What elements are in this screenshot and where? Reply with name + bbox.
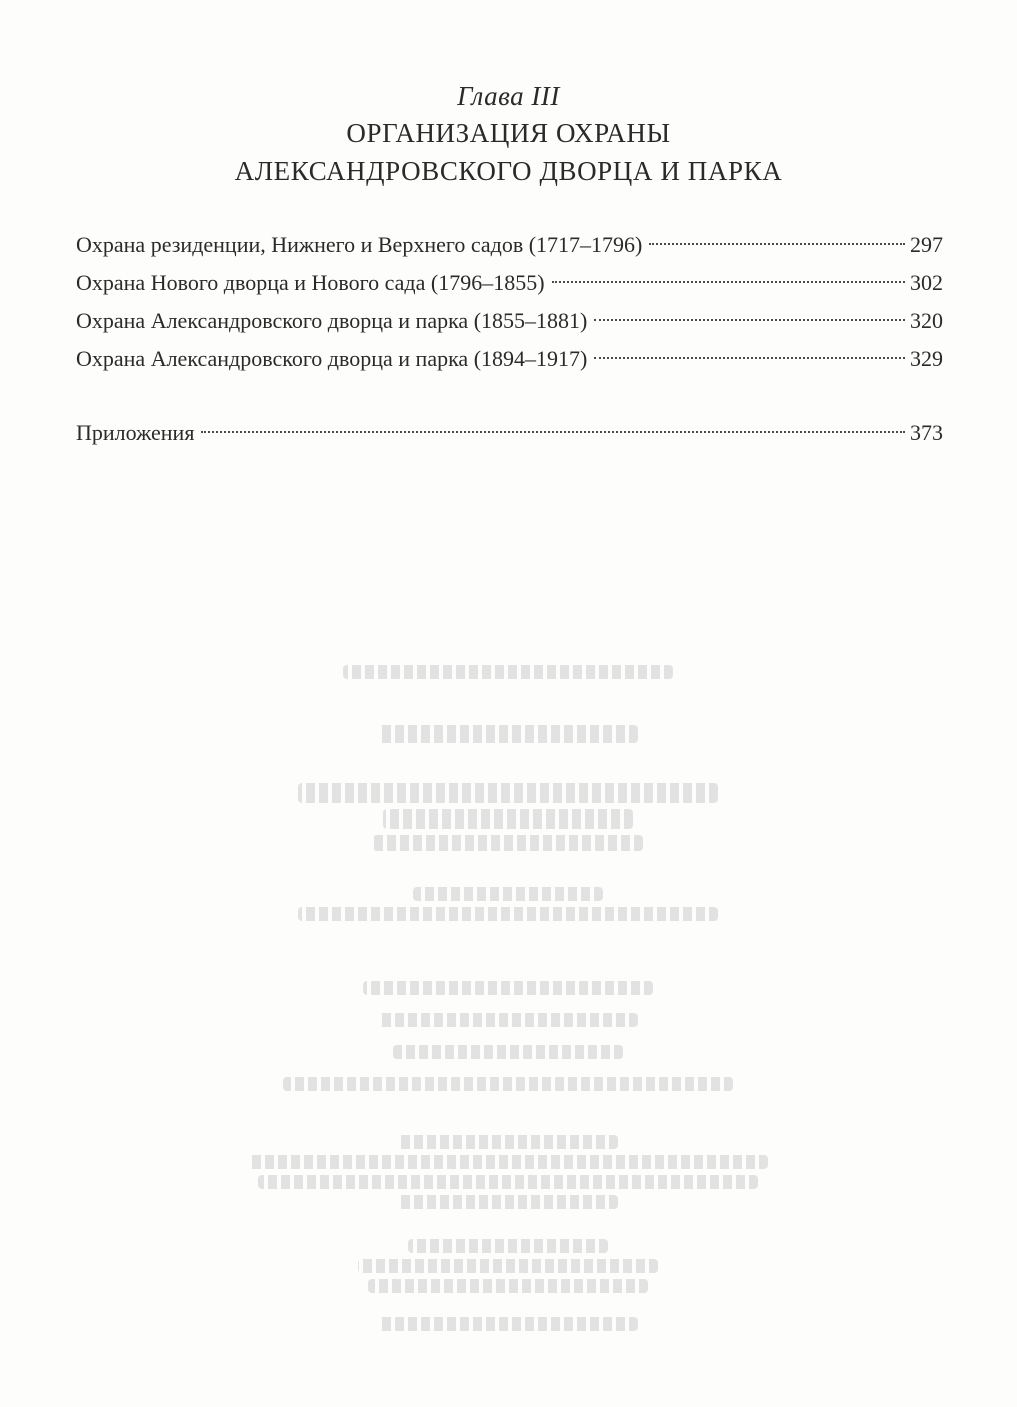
toc-leader-dots	[594, 319, 905, 321]
toc-entry[interactable]	[76, 340, 943, 378]
chapter-title-line-2: АЛЕКСАНДРОВСКОГО ДВОРЦА И ПАРКА	[234, 156, 783, 186]
toc-leader-dots	[649, 243, 905, 245]
toc-entry-title: Охрана Александровского дворца и парка (1855–1881)	[76, 308, 588, 333]
chapter-heading	[0, 78, 1017, 190]
chapter-title-line-1: ОРГАНИЗАЦИЯ ОХРАНЫ	[346, 118, 671, 148]
toc-entry[interactable]	[76, 264, 943, 302]
toc-leader-dots	[594, 357, 905, 359]
toc-entry-page: 297	[910, 232, 943, 257]
toc-entry[interactable]	[76, 226, 943, 264]
toc-entry[interactable]	[76, 302, 943, 340]
toc-entry-page: 302	[910, 270, 943, 295]
reverse-page-bleed-through	[0, 655, 1017, 1337]
toc-entry-page: 329	[910, 346, 943, 371]
table-of-contents	[76, 226, 943, 452]
chapter-number: Глава III	[457, 81, 560, 111]
toc-entry-page: 320	[910, 308, 943, 333]
toc-leader-dots	[552, 281, 905, 283]
toc-entry-title: Охрана резиденции, Нижнего и Верхнего садов (1717–1796)	[76, 232, 643, 257]
toc-entry-title: Охрана Александровского дворца и парка (1894–1917)	[76, 346, 588, 371]
toc-appendix-page: 373	[910, 420, 943, 445]
toc-leader-dots	[201, 431, 905, 433]
toc-entry-title: Охрана Нового дворца и Нового сада (1796–1855)	[76, 270, 545, 295]
toc-appendix[interactable]	[76, 414, 943, 452]
toc-appendix-title: Приложения	[76, 420, 195, 445]
